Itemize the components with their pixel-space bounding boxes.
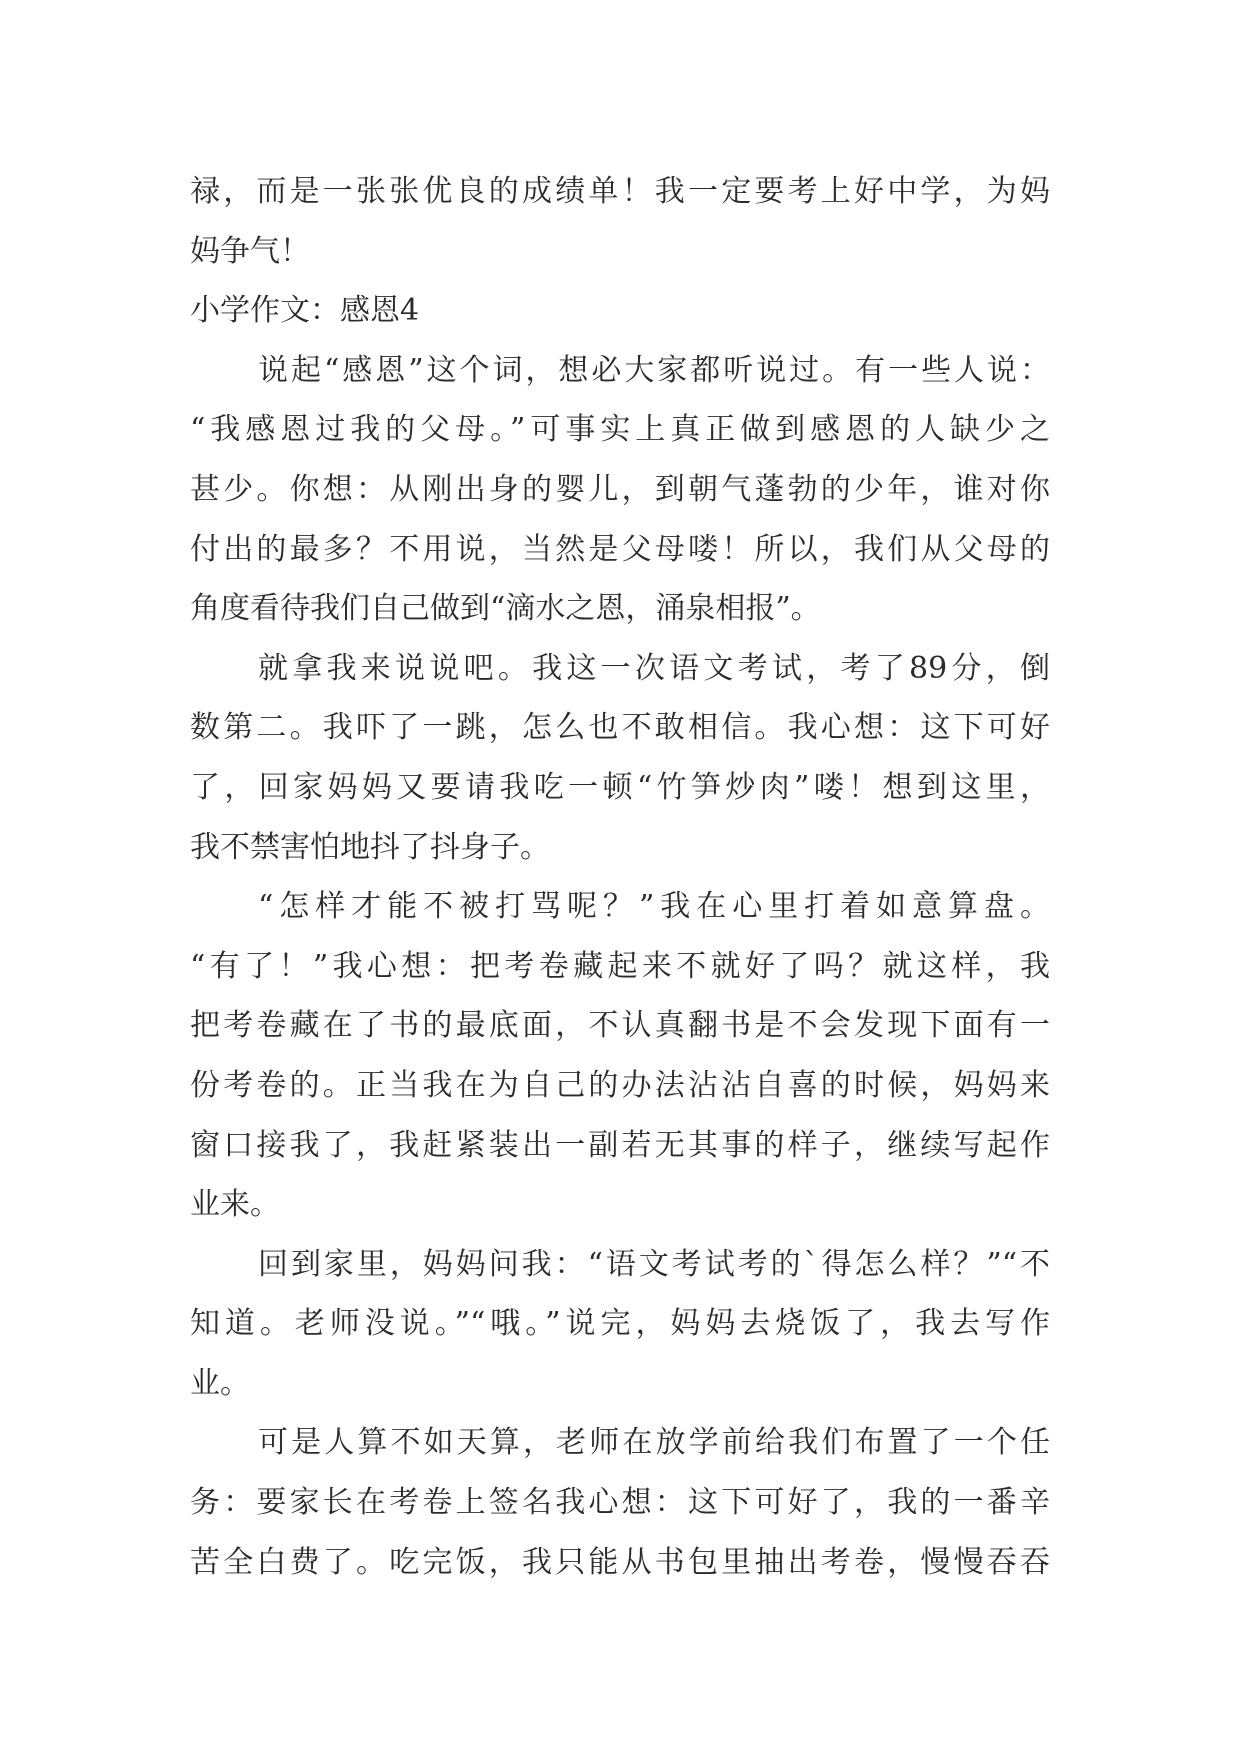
text-line: 可是人算不如天算，老师在放学前给我们布置了一个任 [258,1425,1050,1461]
text-line: 付出的最多？不用说，当然是父母喽！所以，我们从父母的 [190,531,1050,567]
text-line: 务：要家长在考卷上签名我心想：这下可好了，我的一番辛 [190,1485,1050,1521]
text-line: 角度看待我们自己做到“滴水之恩，涌泉相报”。 [190,591,821,627]
text-line: 把考卷藏在了书的最底面，不认真翻书是不会发现下面有一 [190,1008,1050,1044]
text-line: 就拿我来说说吧。我这一次语文考试，考了89分，倒 [258,650,1050,686]
text-line: “怎样才能不被打骂呢？”我在心里打着如意算盘。 [258,889,1050,925]
text-line: 苦全白费了。吃完饭，我只能从书包里抽出考卷，慢慢吞吞 [190,1544,1050,1580]
text-line: 禄，而是一张张优良的成绩单！我一定要考上好中学，为妈 [190,174,1050,209]
text-line: 了，回家妈妈又要请我吃一顿“竹笋炒肉”喽！想到这里， [190,769,1050,805]
text-line: 份考卷的。正当我在为自己的办法沾沾自喜的时候，妈妈来 [190,1067,1050,1103]
text-line: 甚少。你想：从刚出身的婴儿，到朝气蓬勃的少年，谁对你 [190,471,1050,507]
text-line: 窗口接我了，我赶紧装出一副若无其事的样子，继续写起作 [190,1127,1050,1163]
text-line: “我感恩过我的父母。”可事实上真正做到感恩的人缺少之 [190,412,1050,448]
text-line: 业来。 [190,1187,280,1223]
text-line: 回到家里，妈妈问我：“语文考试考的`得怎么样？”“不 [258,1246,1050,1282]
text-line: 知道。老师没说。”“哦。”说完，妈妈去烧饭了，我去写作 [190,1306,1050,1342]
text-line: 说起“感恩”这个词，想必大家都听说过。有一些人说： [258,352,1050,388]
text-line: 业。 [190,1365,250,1401]
text-line: 妈争气！ [190,233,310,269]
text-line: 数第二。我吓了一跳，怎么也不敢相信。我心想：这下可好 [190,710,1050,746]
document-body [190,162,1050,1592]
text-line: 我不禁害怕地抖了抖身子。 [190,829,550,865]
section-heading: 小学作文：感恩4 [190,293,420,329]
text-line: “有了！”我心想：把考卷藏起来不就好了吗？就这样，我 [190,948,1050,984]
